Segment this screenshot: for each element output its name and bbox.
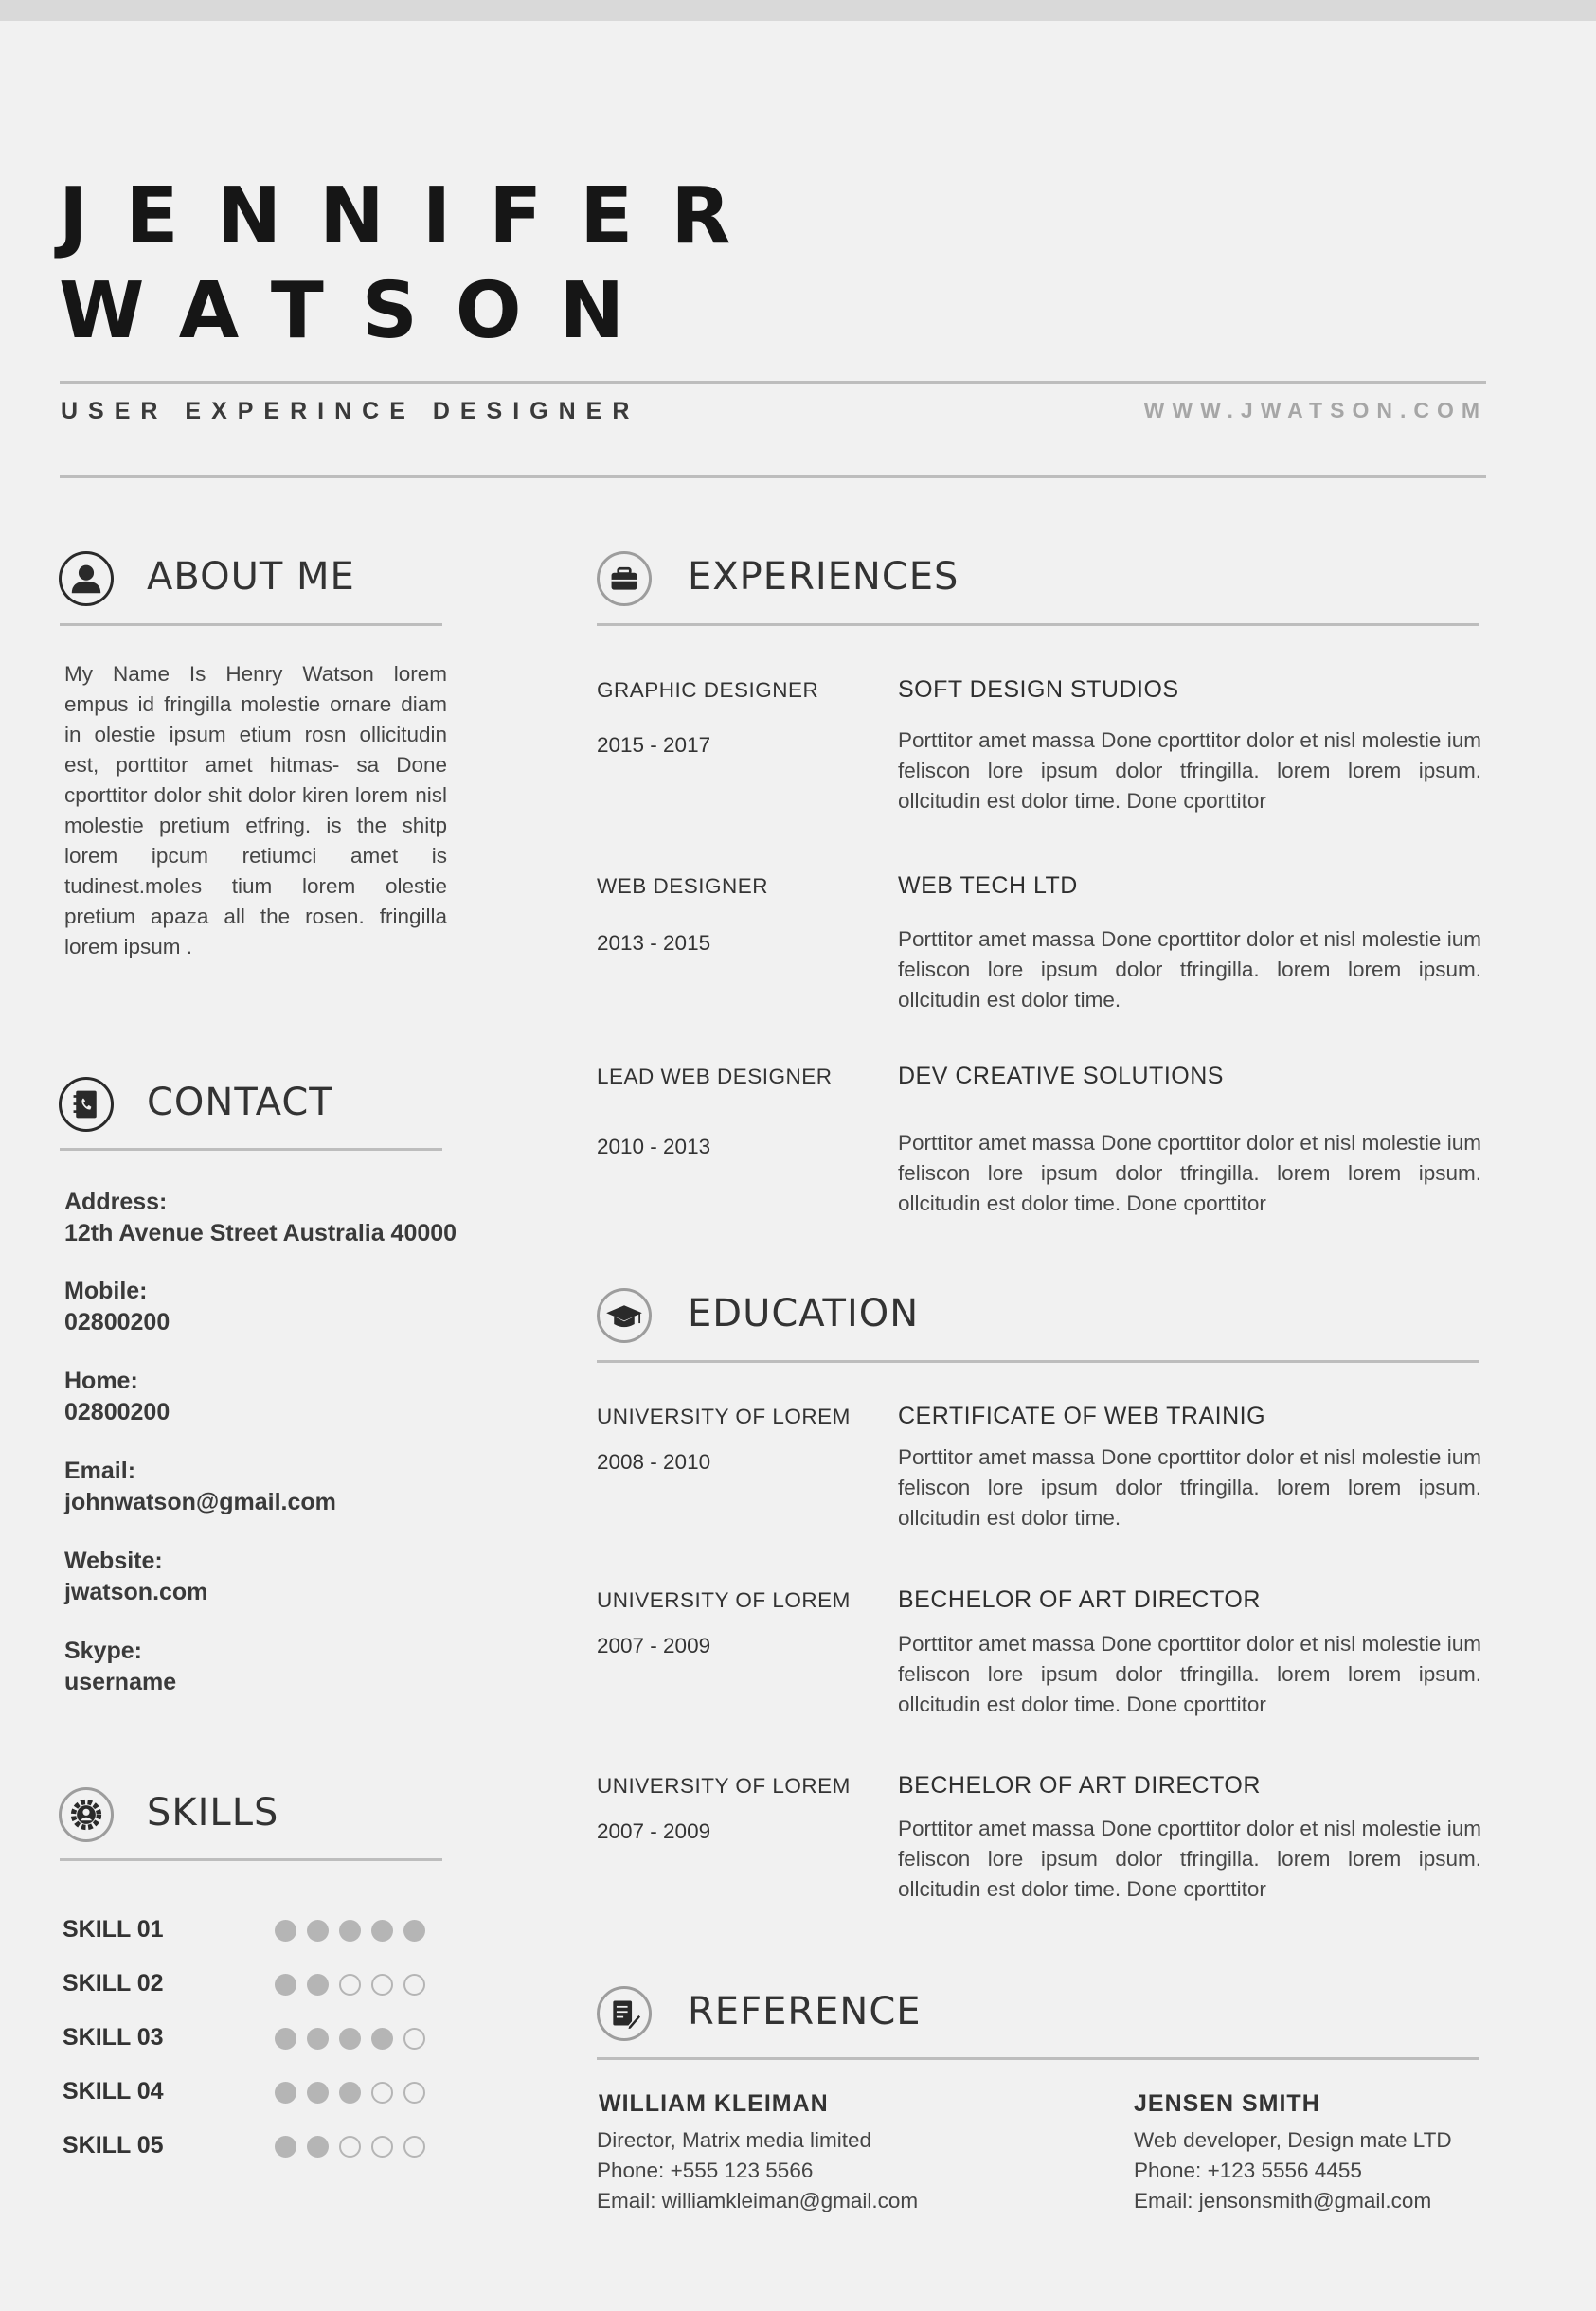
contact-label: Address: bbox=[64, 1189, 168, 1215]
rating-dot-filled bbox=[339, 2028, 361, 2050]
experience-company: WEB TECH LTD bbox=[898, 872, 1078, 899]
skill-rating bbox=[275, 1974, 425, 1996]
contact-title: CONTACT bbox=[147, 1081, 333, 1124]
experience-description: Porttitor amet massa Done cporttitor dolor et nisl molestie ium feliscon lore ipsum dolor tfringilla. lorem lorem ipsum. ollcitudin est dolor time. Done cporttitor bbox=[898, 728, 1481, 813]
reference-name: JENSEN SMITH bbox=[1134, 2090, 1320, 2117]
rating-dot-filled bbox=[275, 1920, 296, 1942]
education-degree: BECHELOR OF ART DIRECTOR bbox=[898, 1772, 1261, 1799]
rating-dot-filled bbox=[307, 1920, 329, 1942]
education-school: UNIVERSITY OF LOREM bbox=[597, 1405, 851, 1428]
contact-label: Skype: bbox=[64, 1638, 142, 1664]
last-name: WATSON bbox=[59, 266, 663, 356]
about-text: My Name Is Henry Watson lorem empus id fringilla molestie ornare diam in olestie ipsum etium rosn ollicitudin est, porttitor amet hitmas- sa Done cporttitor dolor shit dolor kiren lorem nisl molestie pretium etfring. is the shitp lorem ipcum retiumci amet is tudinest.moles tium lorem olestie pretium apaza all the rosen. fringilla lorem ipsum . bbox=[64, 662, 447, 958]
experience-years: 2013 - 2015 bbox=[597, 931, 711, 955]
reference-position: Director, Matrix media limited bbox=[597, 2128, 872, 2152]
skill-name: SKILL 02 bbox=[63, 1970, 164, 1997]
experience-role: WEB DESIGNER bbox=[597, 874, 769, 898]
document-pen-icon bbox=[597, 1986, 652, 2041]
contact-email bbox=[64, 1456, 336, 1518]
skill-name: SKILL 03 bbox=[63, 2024, 164, 2051]
contact-value[interactable]: 02800200 bbox=[64, 1309, 170, 1335]
contact-value: 12th Avenue Street Australia 40000 bbox=[64, 1220, 457, 1246]
address-book-icon bbox=[59, 1077, 114, 1132]
rating-dot-empty bbox=[371, 2136, 393, 2158]
contact-value[interactable]: jwatson.com bbox=[64, 1579, 208, 1605]
briefcase-icon bbox=[597, 551, 652, 606]
rating-dot-empty bbox=[403, 1974, 425, 1996]
contact-mobile bbox=[64, 1276, 170, 1338]
reference-name: WILLIAM KLEIMAN bbox=[599, 2090, 829, 2117]
rating-dot-filled bbox=[403, 1920, 425, 1942]
experience-company: DEV CREATIVE SOLUTIONS bbox=[898, 1063, 1224, 1089]
contact-label: Mobile: bbox=[64, 1278, 148, 1304]
rating-dot-filled bbox=[307, 2028, 329, 2050]
skill-name: SKILL 01 bbox=[63, 1916, 164, 1943]
about-rule bbox=[60, 623, 442, 626]
rating-dot-empty bbox=[403, 2028, 425, 2050]
rating-dot-filled bbox=[371, 2028, 393, 2050]
education-school: UNIVERSITY OF LOREM bbox=[597, 1588, 851, 1612]
education-school: UNIVERSITY OF LOREM bbox=[597, 1774, 851, 1798]
user-icon bbox=[59, 551, 114, 606]
experience-company: SOFT DESIGN STUDIOS bbox=[898, 676, 1179, 703]
education-degree: CERTIFICATE OF WEB TRAINIG bbox=[898, 1403, 1266, 1429]
reference-email[interactable]: Email: williamkleiman@gmail.com bbox=[597, 2189, 919, 2212]
experiences-rule bbox=[597, 623, 1479, 626]
rating-dot-empty bbox=[339, 1974, 361, 1996]
education-years: 2007 - 2009 bbox=[597, 1634, 711, 1657]
experiences-title: EXPERIENCES bbox=[688, 555, 959, 599]
rating-dot-filled bbox=[307, 1974, 329, 1996]
rating-dot-filled bbox=[275, 2136, 296, 2158]
skill-rating bbox=[275, 2082, 425, 2104]
experience-description: Porttitor amet massa Done cporttitor dolor et nisl molestie ium feliscon lore ipsum dolor tfringilla. lorem lorem ipsum. ollcitudin est dolor time. bbox=[898, 927, 1481, 1012]
website-link[interactable]: WWW.JWATSON.COM bbox=[1143, 398, 1487, 422]
reference-position: Web developer, Design mate LTD bbox=[1134, 2128, 1452, 2152]
rating-dot-empty bbox=[339, 2136, 361, 2158]
reference-email[interactable]: Email: jensonsmith@gmail.com bbox=[1134, 2189, 1432, 2212]
education-degree: BECHELOR OF ART DIRECTOR bbox=[898, 1586, 1261, 1613]
contact-skype bbox=[64, 1636, 176, 1698]
rating-dot-filled bbox=[275, 2082, 296, 2104]
header-top-rule bbox=[60, 381, 1486, 384]
rating-dot-empty bbox=[403, 2082, 425, 2104]
skill-name: SKILL 05 bbox=[63, 2132, 164, 2159]
contact-value[interactable]: johnwatson@gmail.com bbox=[64, 1489, 336, 1515]
contact-label: Home: bbox=[64, 1368, 138, 1394]
skill-name: SKILL 04 bbox=[63, 2078, 164, 2105]
skills-rule bbox=[60, 1858, 442, 1861]
contact-website bbox=[64, 1546, 207, 1608]
reference-phone[interactable]: Phone: +123 5556 4455 bbox=[1134, 2159, 1362, 2182]
first-name: JENNIFER bbox=[59, 171, 769, 261]
skill-rating bbox=[275, 1920, 425, 1942]
experience-role: LEAD WEB DESIGNER bbox=[597, 1065, 833, 1088]
education-title: EDUCATION bbox=[688, 1292, 920, 1335]
education-description: Porttitor amet massa Done cporttitor dolor et nisl molestie ium feliscon lore ipsum dolor tfringilla. lorem lorem ipsum. ollcitudin est dolor time. Done cporttitor bbox=[898, 1632, 1481, 1716]
reference-rule bbox=[597, 2057, 1479, 2060]
contact-home bbox=[64, 1366, 170, 1428]
rating-dot-filled bbox=[275, 2028, 296, 2050]
contact-label: Website: bbox=[64, 1548, 163, 1574]
graduation-cap-icon bbox=[597, 1288, 652, 1343]
skill-rating bbox=[275, 2136, 425, 2158]
about-title: ABOUT ME bbox=[147, 555, 355, 599]
rating-dot-filled bbox=[371, 1920, 393, 1942]
rating-dot-empty bbox=[371, 1974, 393, 1996]
rating-dot-filled bbox=[307, 2082, 329, 2104]
rating-dot-empty bbox=[371, 2082, 393, 2104]
skill-rating bbox=[275, 2028, 425, 2050]
job-tagline: USER EXPERINCE DESIGNER bbox=[61, 398, 640, 424]
contact-address bbox=[64, 1187, 457, 1249]
rating-dot-filled bbox=[275, 1974, 296, 1996]
contact-rule bbox=[60, 1148, 442, 1151]
education-rule bbox=[597, 1360, 1479, 1363]
experience-years: 2015 - 2017 bbox=[597, 733, 711, 757]
rating-dot-empty bbox=[403, 2136, 425, 2158]
education-description: Porttitor amet massa Done cporttitor dolor et nisl molestie ium feliscon lore ipsum dolor tfringilla. lorem lorem ipsum. ollcitudin est dolor time. Done cporttitor bbox=[898, 1817, 1481, 1901]
rating-dot-filled bbox=[307, 2136, 329, 2158]
rating-dot-filled bbox=[339, 2082, 361, 2104]
education-years: 2008 - 2010 bbox=[597, 1450, 711, 1474]
experience-description: Porttitor amet massa Done cporttitor dolor et nisl molestie ium feliscon lore ipsum dolor tfringilla. lorem lorem ipsum. ollcitudin est dolor time. Done cporttitor bbox=[898, 1131, 1481, 1215]
education-description: Porttitor amet massa Done cporttitor dolor et nisl molestie ium feliscon lore ipsum dolor tfringilla. lorem lorem ipsum. ollcitudin est dolor time. bbox=[898, 1445, 1481, 1530]
contact-value: username bbox=[64, 1669, 177, 1695]
contact-value[interactable]: 02800200 bbox=[64, 1399, 170, 1425]
reference-phone[interactable]: Phone: +555 123 5566 bbox=[597, 2159, 814, 2182]
education-years: 2007 - 2009 bbox=[597, 1819, 711, 1843]
reference-title: REFERENCE bbox=[688, 1990, 922, 2033]
contact-label: Email: bbox=[64, 1458, 136, 1484]
rating-dot-filled bbox=[339, 1920, 361, 1942]
experience-role: GRAPHIC DESIGNER bbox=[597, 678, 819, 702]
skills-title: SKILLS bbox=[147, 1791, 279, 1835]
experience-years: 2010 - 2013 bbox=[597, 1135, 711, 1158]
gear-person-icon bbox=[59, 1787, 114, 1842]
header-bottom-rule bbox=[60, 475, 1486, 478]
